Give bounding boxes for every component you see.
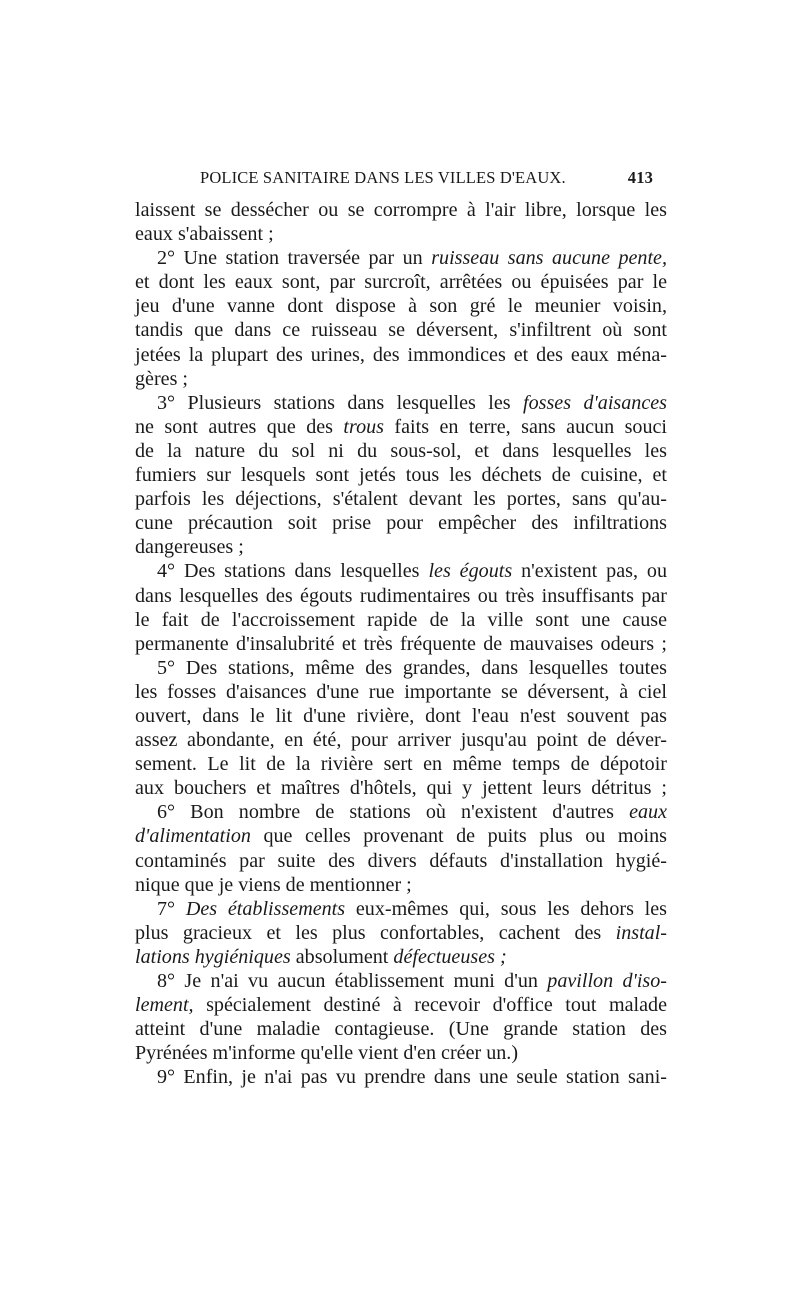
text-run: ne sont autres que des xyxy=(135,415,344,438)
text-run: le fait de l'accroissement rapide de la ville sont une cause xyxy=(135,608,667,631)
italic-text: lement, xyxy=(135,994,194,1017)
text-run: sement. Le lit de la rivière sert en même temps de dépotoir xyxy=(135,753,667,776)
text-line xyxy=(135,921,667,945)
text-line xyxy=(135,487,667,511)
italic-text: d'alimentation xyxy=(135,825,251,848)
italic-text: ruisseau sans aucune pente, xyxy=(431,247,667,270)
text-run: 9° Enfin, je n'ai pas vu prendre dans une seule station sani- xyxy=(157,1066,667,1089)
text-line xyxy=(135,1017,667,1041)
text-run: et dont les eaux sont, par surcroît, arrêtées ou épuisées par le xyxy=(135,271,667,294)
text-run: de la nature du sol ni du sous-sol, et dans lesquelles les xyxy=(135,439,667,462)
text-run: parfois les déjections, s'étalent devant les portes, sans qu'au- xyxy=(135,488,667,511)
text-line xyxy=(135,463,667,487)
text-run: n'existent pas, ou xyxy=(512,560,668,583)
text-run: laissent se dessécher ou se corrompre à l'air libre, lorsque les xyxy=(135,199,667,221)
text-run: 2° Une station traversée par un xyxy=(157,247,432,270)
text-line xyxy=(135,439,667,463)
text-line xyxy=(135,800,667,824)
text-line xyxy=(135,584,667,608)
text-run: eux-mêmes qui, sous les dehors les xyxy=(345,897,667,920)
text-run: 5° Des stations, même des grandes, dans lesquelles toutes xyxy=(157,656,667,679)
text-run: nique que je viens de mentionner ; xyxy=(135,873,412,896)
text-run: tandis que dans ce ruisseau se déversent, s'infiltrent où sont xyxy=(135,319,667,342)
text-run: 7° xyxy=(157,897,186,920)
text-run: ouvert, dans le lit d'une rivière, dont l'eau n'est souvent pas xyxy=(135,704,667,727)
running-head-title: POLICE SANITAIRE DANS LES VILLES D'EAUX. xyxy=(200,168,566,187)
text-line xyxy=(135,873,667,897)
text-run: dangereuses ; xyxy=(135,536,244,559)
text-run: permanente d'insalubrité et très fréquente de mauvaises odeurs ; xyxy=(135,632,667,655)
text-line xyxy=(135,222,667,246)
text-run: cune précaution soit prise pour empêcher des infiltrations xyxy=(135,512,667,535)
italic-text: défectueuses ; xyxy=(393,945,507,968)
text-line xyxy=(135,343,667,367)
text-line xyxy=(135,367,667,391)
text-run: spécialement destiné à recevoir d'office tout malade xyxy=(193,994,667,1017)
italic-text: Des établissements xyxy=(185,897,346,920)
text-run: aux bouchers et maîtres d'hôtels, qui y jettent leurs détritus ; xyxy=(135,777,667,800)
body-text xyxy=(135,198,667,1089)
text-line xyxy=(135,559,667,583)
text-line xyxy=(135,608,667,632)
text-line xyxy=(135,680,667,704)
text-line xyxy=(135,198,667,222)
text-run: atteint d'une maladie contagieuse. (Une grande station des xyxy=(135,1018,667,1041)
italic-text: pavillon d'iso- xyxy=(547,970,667,992)
text-run: jetées la plupart des urines, des immondices et des eaux ména- xyxy=(135,343,667,366)
text-run: fumiers sur lesquels sont jetés tous les déchets de cuisine, et xyxy=(135,464,667,487)
italic-text: trous xyxy=(343,415,384,438)
text-run: Pyrénées m'informe qu'elle vient d'en créer un.) xyxy=(135,1042,519,1065)
text-run: 3° Plusieurs stations dans lesquelles les xyxy=(157,391,524,414)
text-run: 6° Bon nombre de stations où n'existent d'autres xyxy=(157,801,630,824)
text-line xyxy=(135,776,667,800)
text-run: jeu d'une vanne dont dispose à son gré le meunier voisin, xyxy=(135,295,667,318)
text-line xyxy=(135,535,667,559)
text-run: plus gracieux et les plus confortables, cachent des xyxy=(135,921,616,944)
text-line xyxy=(135,632,667,656)
text-line xyxy=(135,415,667,439)
text-run: assez abondante, en été, pour arriver jusqu'au point de déver- xyxy=(135,729,667,752)
text-line xyxy=(135,1065,667,1089)
italic-text: eaux xyxy=(629,801,667,824)
text-run: eaux s'abaissent ; xyxy=(135,223,274,246)
page-number: 413 xyxy=(627,168,653,187)
text-line xyxy=(135,704,667,728)
italic-text: les égouts xyxy=(428,560,513,583)
text-run: absolument xyxy=(290,945,394,968)
text-line xyxy=(135,969,667,993)
text-line xyxy=(135,270,667,294)
text-line xyxy=(135,897,667,921)
text-line xyxy=(135,993,667,1017)
text-line xyxy=(135,318,667,342)
text-line xyxy=(135,728,667,752)
italic-text: fosses d'aisances xyxy=(523,391,667,414)
text-run: 8° Je n'ai vu aucun établissement muni d'un xyxy=(157,970,548,992)
text-line xyxy=(135,1041,667,1065)
text-run: 4° Des stations dans lesquelles xyxy=(157,560,429,583)
text-line xyxy=(135,849,667,873)
text-line xyxy=(135,945,667,969)
text-line xyxy=(135,294,667,318)
italic-text: lations hygiéniques xyxy=(135,945,291,968)
text-run: les fosses d'aisances d'une rue importante se déversent, à ciel xyxy=(135,680,667,703)
running-head xyxy=(135,168,653,192)
text-run: contaminés par suite des divers défauts d'installation hygié- xyxy=(135,849,667,872)
text-run: faits en terre, sans aucun souci xyxy=(384,415,667,438)
text-line xyxy=(135,824,667,848)
text-run: que celles provenant de puits plus ou moins xyxy=(250,825,667,848)
text-line xyxy=(135,391,667,415)
text-line xyxy=(135,752,667,776)
text-run: gères ; xyxy=(135,367,189,390)
italic-text: instal- xyxy=(615,921,667,944)
text-line xyxy=(135,246,667,270)
text-run: dans lesquelles des égouts rudimentaires ou très insuffisants par xyxy=(135,584,667,607)
text-line xyxy=(135,656,667,680)
text-line xyxy=(135,511,667,535)
